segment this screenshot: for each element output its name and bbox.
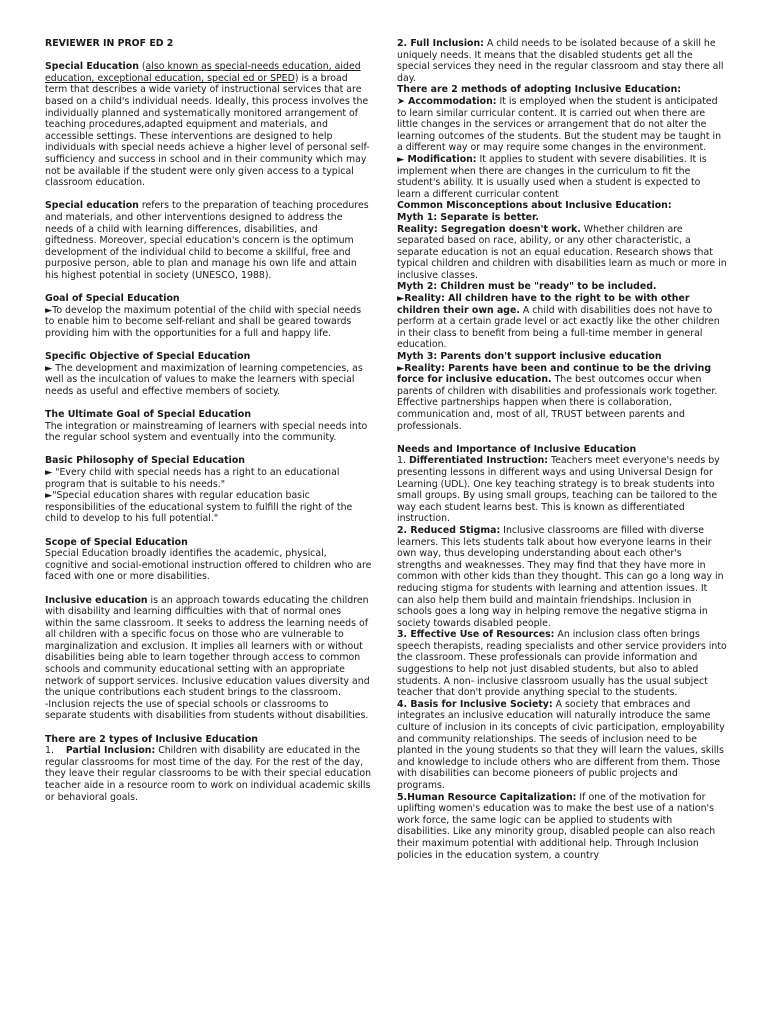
misconceptions-heading: Common Misconceptions about Inclusive Education:: [397, 200, 672, 212]
myth-2: Myth 2: Children must be "ready" to be included.: [397, 281, 657, 293]
objective-text: ► The development and maximization of learning competencies, as well as the inculcation of values to make the learners with special needs as useful and effective members of society.: [45, 362, 363, 397]
need-4: 4. Basis for Inclusive Society: A society that embraces and integrates an inclusive education will naturally introduce the same culture of inclusion in its concepts of civic participation, employability and community relationships. The seeds of inclusion need to be planted in the young students so that they will learn the values, skills and knowledge to include others who are different from them. Those with disabilities can become pioneers of public projects and programs.: [397, 698, 725, 791]
accommodation: ➤ Accommodation: It is employed when the student is anticipated to learn similar curricular content. It is carried out when there are little changes in the services or arrangement that do not alter the learning outcomes of the students. But the student may be taught in a different way or may require some changes in the environment.: [397, 95, 722, 154]
philosophy-heading: Basic Philosophy of Special Education: [45, 455, 245, 467]
types-heading: There are 2 types of Inclusive Education: [45, 733, 258, 745]
inclusive-definition: Inclusive education is an approach towards educating the children with disability and learning difficulties with that of normal ones within the same classroom. It seeks to address the learning needs of all children with a specific focus on those who are vulnerable to marginalization and exclusion. It implies all learners with or without disabilities being able to learn together through access to common schools and community educational setting with an appropriate network of support services. Inclusive education values diversity and the unique contributions each student brings to the classroom.: [45, 594, 370, 699]
methods-heading: There are 2 methods of adopting Inclusive Education:: [397, 84, 681, 96]
philosophy-item-2: ►"Special education shares with regular education basic responsibilities of the educational system to fulfill the right of the child to develop to his full potential.": [45, 490, 353, 525]
modification: ► Modification: It applies to student with severe disabilities. It is implement when there are changes in the curriculum to fit the student's ability. It is usually used when a student is expected to learn a different curricular content: [397, 153, 707, 200]
scope-text: Special Education broadly identifies the academic, physical, cognitive and social-emotional instruction offered to children who are faced with one or more disabilities.: [45, 548, 372, 583]
scope-heading: Scope of Special Education: [45, 536, 188, 548]
right-column: [397, 38, 727, 861]
reality-1: Reality: Segregation doesn't work. Whether children are separated based on race, ability, or any other characteristic, a separate education is not an equal education. Research shows that typical children and children with disabilities learn as much or more in inclusive classes.: [397, 223, 727, 281]
sped-definition: Special Education (also known as special-needs education, aided education, exceptional education, special ed or SPED) is a broad term that describes a wide variety of instructional services that are based on a child's individual needs. Ideally, this process involves the individually planned and systematically monitored arrangement of teaching procedures,adapted equipment and materials, and accessible settings. These interventions are designed to help individuals with special needs achieve a higher level of personal self-sufficiency and success in school and in their community which may not be available if the student were only given access to a typical classroom education.: [45, 61, 370, 189]
need-3: 3. Effective Use of Resources: An inclusion class often brings speech therapists, reading specialists and other service providers into the classroom. These professionals can provide information and suggestions to help not just disabled students, but also to abled students. A non- inclusive classroom usually has the usual subject teacher that don't provide anything special to the students.: [397, 629, 727, 699]
ultimate-goal-text: The integration or mainstreaming of learners with special needs into the regular school system and eventually into the community.: [45, 420, 368, 444]
ultimate-goal-heading: The Ultimate Goal of Special Education: [45, 409, 252, 420]
objective-heading: Specific Objective of Special Education: [45, 351, 251, 363]
needs-heading: Needs and Importance of Inclusive Education: [397, 443, 637, 455]
goal-text: ►To develop the maximum potential of the child with special needs to enable him to become self-reliant and shall be geared towards providing him with the opportunities for a full and happy life.: [45, 304, 362, 339]
full-inclusion: 2. Full Inclusion: A child needs to be isolated because of a skill he uniquely needs. It means that the disabled students get all the special services they need in the regular classroom and stay there all day.: [397, 38, 724, 84]
reality-2: ►Reality: All children have to the right to be with other children their own age. A child with disabilities does not have to perform at a certain grade level or act exactly like the other children in their class to benefit from being a full-time member in general education.: [397, 293, 720, 351]
need-2: 2. Reduced Stigma: Inclusive classrooms are filled with diverse learners. This lets students talk about how everyone learns in their own way, thus developing understanding about each other's strengths and weaknesses. They may find that they have more in common with other kids than they thought. This can go a long way in reducing stigma for students with learning and attention issues. It can also help them build and maintain friendships. Inclusion in schools goes a long way in helping remove the negative stigma in society towards disabled people.: [397, 524, 724, 629]
need-5: 5.Human Resource Capitalization: If one of the motivation for uplifting women's education was to make the best use of a nation's work force, the same logic can be applied to students with disabilities. Like any minority group, disabled people can also reach their maximum potential with additional help. Through Inclusion policies in the education system, a country: [397, 791, 716, 861]
left-column: [45, 38, 375, 803]
myth-3: Myth 3: Parents don't support inclusive education: [397, 351, 662, 363]
sped-definition-2: Special education refers to the preparation of teaching procedures and materials, and other interventions designed to address the needs of a child with learning differences, disabilities, and giftedness. Moreover, special education's concern is the optimum development of the individual child to become a skillful, free and purposive person, able to plan and manage his own life and attain his highest potential in society (UNESCO, 1988).: [45, 200, 369, 281]
inclusive-extra: -Inclusion rejects the use of special schools or classrooms to separate students with disabilities from students without disabilities.: [45, 698, 369, 722]
reality-3: ►Reality: Parents have been and continue to be the driving force for inclusive education. The best outcomes occur when parents of children with disabilities and professionals work together. Effective partnerships happen when there is collaboration, communication and, most of all, TRUST between parents and professionals.: [397, 362, 718, 432]
goal-heading: Goal of Special Education: [45, 293, 180, 305]
partial-inclusion: 1. Partial Inclusion: Children with disability are educated in the regular classrooms for most time of the day. For the rest of the day, they leave their regular classrooms to be with their special education teacher aide in a resource room to work on individual academic skills or behavioral goals.: [45, 745, 375, 803]
need-1: 1. Differentiated Instruction: Teachers meet everyone's needs by presenting lessons in different ways and using Universal Design for Learning (UDL). One key teaching strategy is to break students into small groups. By using small groups, teaching can be tailored to the way each student learns best. This is known as differentiated instruction.: [397, 455, 720, 525]
philosophy-item-1: ► "Every child with special needs has a right to an educational program that is suitable to his needs.": [45, 466, 340, 490]
myth-1: Myth 1: Separate is better.: [397, 211, 539, 223]
document-title: REVIEWER IN PROF ED 2: [45, 38, 174, 49]
